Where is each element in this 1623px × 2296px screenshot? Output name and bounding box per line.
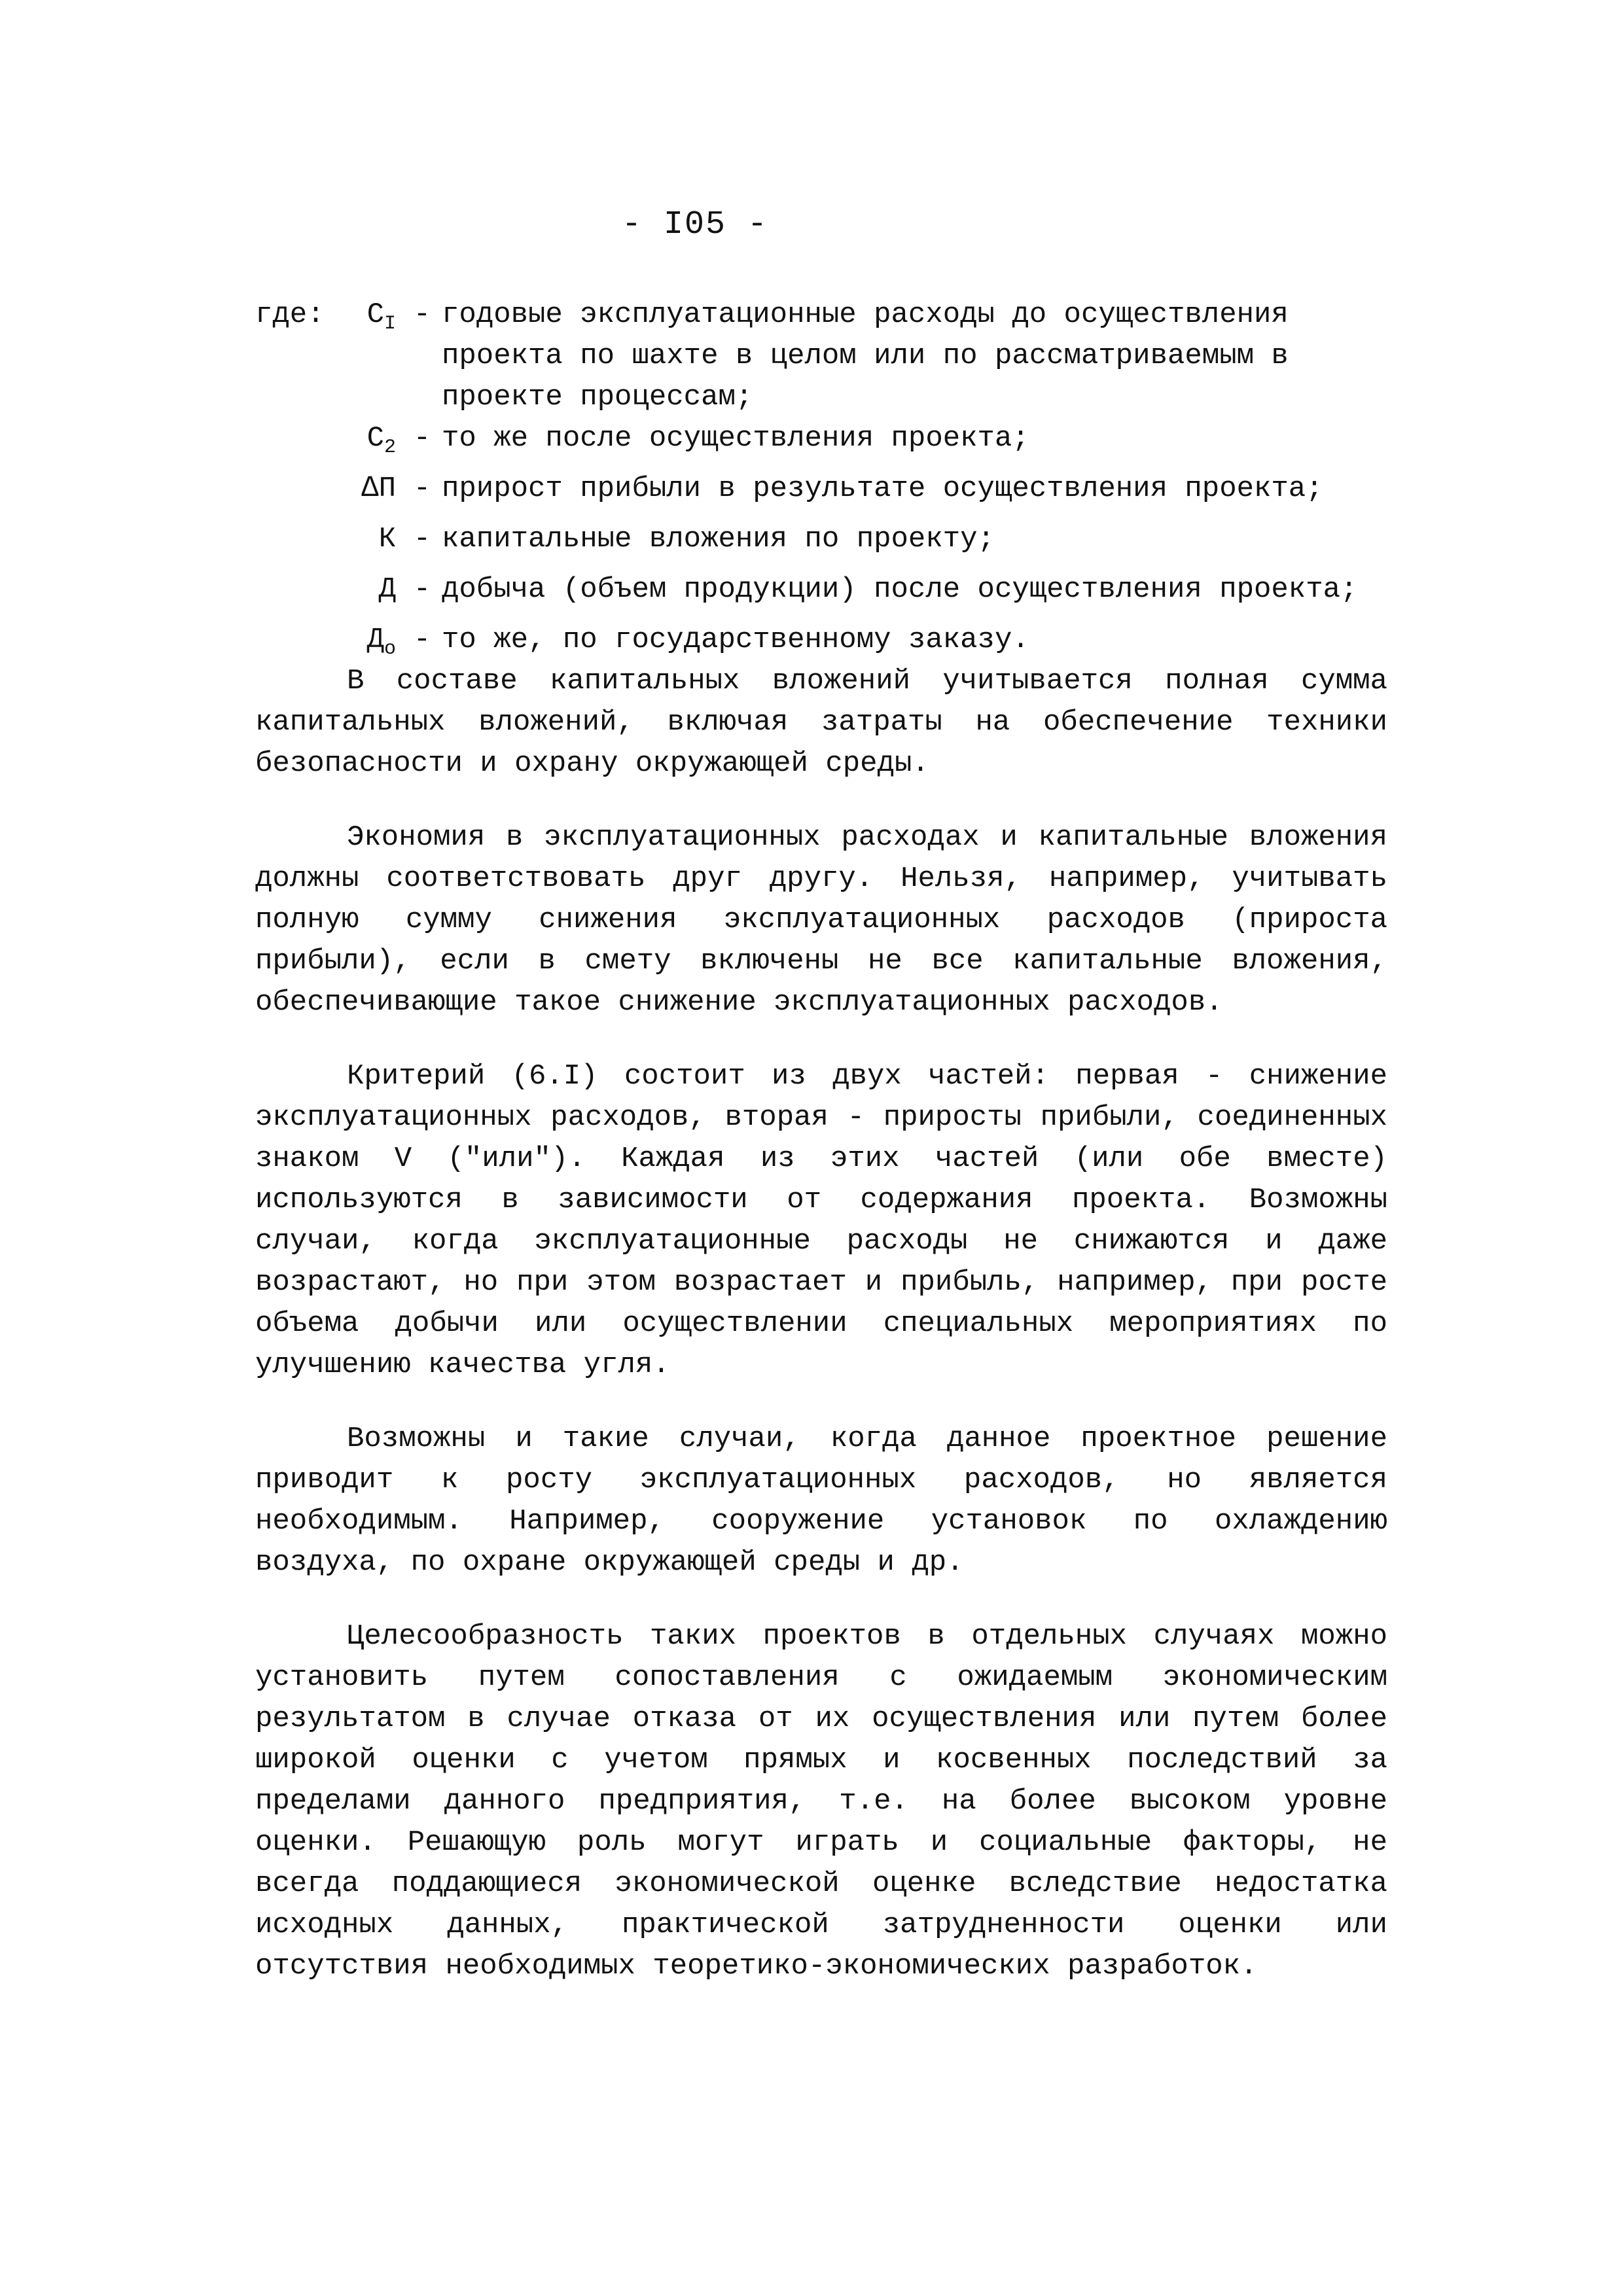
page-number: - I05 - [622,206,769,243]
definition-text: то же, по государственному заказу. [442,624,1029,656]
definition-item [255,418,1368,468]
definition-text: годовые эксплуатационные расходы до осуществления проекта по шахте в целом или по рассматриваемым в проекте процессам; [442,298,1289,414]
paragraph: Экономия в эксплуатационных расходах и капитальные вложения должны соответствовать друг другу. Нельзя, например, учитывать полную сумму снижения эксплуатационных расходов (прироста прибыли), если в смету включены не все капитальные вложения, обеспечивающие такое снижение эксплуатационных расходов. [255,821,1387,1019]
definition-dash: - [413,298,431,331]
definition-symbol: Д [378,573,396,606]
definition-dash: - [413,422,431,455]
definition-symbol: $Д_о$ [366,624,396,660]
definition-item [255,294,1368,418]
paragraph: Возможны и такие случаи, когда данное проектное решение приводит к росту эксплуатационных расходов, но является необходимым. Например, сооружение установок по охлаждению воздуха, по охране окружающей среды и др. [255,1422,1387,1579]
definition-item [255,569,1368,620]
definition-item [255,468,1368,519]
definition-symbol: К [378,523,396,556]
paragraph: Целесообразность таких проектов в отдельных случаях можно установить путем сопоставления с ожидаемым экономическим результатом в случае отказа от их осуществления или путем более широкой оценки с учетом прямых и косвенных последствий за пределами данного предприятия, т.е. на более высоком уровне оценки. Решающую роль могут играть и социальные факторы, не всегда поддающиеся экономической оценке вследствие недостатка исходных данных, практической затрудненности оценки или отсутствия необходимых теоретико-экономических разработок. [255,1620,1387,1983]
definition-text: добыча (объем продукции) после осуществления проекта; [442,573,1358,606]
definition-symbol: $С_2$ [366,422,396,459]
definition-dash: - [413,523,431,556]
definition-text: прирост прибыли в результате осуществления проекта; [442,472,1323,505]
definition-symbol: $С_I$ [366,298,396,335]
definition-symbol: ∆П [361,472,396,505]
definitions-list [255,294,1368,670]
definition-dash: - [413,624,431,656]
paragraph: Критерий (6.I) состоит из двух частей: первая - снижение эксплуатационных расходов, вторая - приросты прибыли, соединенных знаком V ("или"). Каждая из этих частей (или обе вместе) используются в зависимости от содержания проекта. Возможны случаи, когда эксплуатационные расходы не снижаются и даже возрастают, но при этом возрастает и прибыль, например, при росте объема добычи или осуществлении специальных мероприятиях по улучшению качества угля. [255,1060,1387,1381]
definition-text: капитальные вложения по проекту; [442,523,995,556]
definition-item [255,519,1368,569]
definition-text: то же после осуществления проекта; [442,422,1029,455]
paragraph: В составе капитальных вложений учитывается полная сумма капитальных вложений, включая затраты на обеспечение техники безопасности и охрану окружающей среды. [255,665,1387,780]
definitions-lead: где: [255,298,325,331]
body-text [255,661,1387,2020]
definition-dash: - [413,472,431,505]
definition-dash: - [413,573,431,606]
